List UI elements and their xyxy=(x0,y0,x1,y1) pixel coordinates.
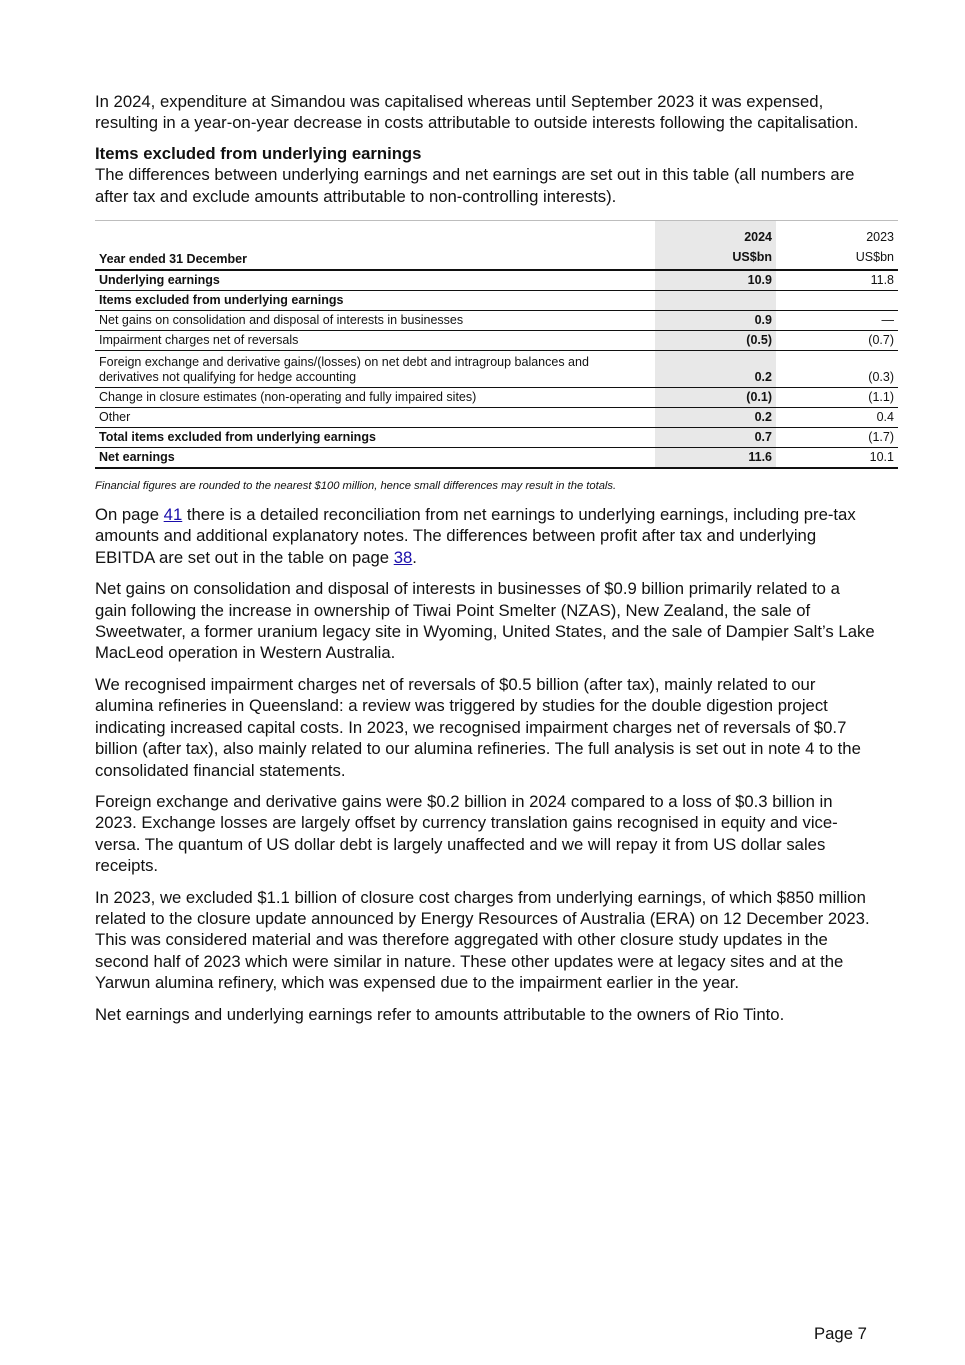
row-value-2023 xyxy=(776,291,898,311)
page-38-link[interactable]: 38 xyxy=(393,547,413,567)
header-2023 xyxy=(776,221,898,271)
header-2024-unit: US$bn xyxy=(732,250,772,265)
header-2024 xyxy=(655,221,776,271)
row-value-2023: 10.1 xyxy=(776,448,898,469)
row-label: Net earnings xyxy=(95,448,655,469)
table-footnote: Financial figures are rounded to the nearest $100 million, hence small differences may result in the totals. xyxy=(95,480,617,493)
section-lead: The differences between underlying earnings and net earnings are set out in this table (all numbers are after tax and exclude amounts attributable to non-controlling interests). xyxy=(95,165,855,206)
table-header-row xyxy=(95,221,898,271)
table-row xyxy=(95,270,898,291)
net-gains-paragraph: Net gains on consolidation and disposal of interests in businesses of $0.9 billion primarily related to a gain following the increase in ownership of Tiwai Point Smelter (NZAS), New Zealand, the sale of Sweetwater, a former uranium legacy site in Wyoming, United States, and the sale of Dampier Salt’s Lake MacLeod operation in Western Australia. xyxy=(95,579,875,663)
impairment-paragraph: We recognised impairment charges net of reversals of $0.5 billion (after tax), mainly related to our alumina refineries in Queensland: a review was triggered by studies for the double digestion project indicating increased capital costs. In 2023, we recognised impairment charges net of reversals of $0.7 billion (after tax), also mainly related to our alumina refineries. The full analysis is set out in note 4 to the consolidated financial statements. xyxy=(95,674,861,780)
row-value-2023: 0.4 xyxy=(776,408,898,428)
row-label: Net gains on consolidation and disposal of interests in businesses xyxy=(95,311,655,331)
header-2023-unit: US$bn xyxy=(855,250,894,265)
row-value-2024: (0.1) xyxy=(655,388,776,408)
intro-paragraph: In 2024, expenditure at Simandou was capitalised whereas until September 2023 it was expensed, resulting in a year-on-year decrease in costs attributable to outside interests following the capitalisation. xyxy=(95,92,859,133)
row-label: Total items excluded from underlying earnings xyxy=(95,428,655,448)
row-label: Impairment charges net of reversals xyxy=(95,331,655,351)
para1-middle: there is a detailed reconciliation from net earnings to underlying earnings, including pre-tax amounts and additional explanatory notes. The differences between profit after tax and underlying EBITDA are set out in the table on page xyxy=(95,505,856,567)
row-value-2024: 10.9 xyxy=(655,270,776,291)
foreign-exchange-paragraph: Foreign exchange and derivative gains were $0.2 billion in 2024 compared to a loss of $0.3 billion in 2023. Exchange losses are largely offset by currency translation gains recognised in equity and vice-versa. The quantum of US dollar debt is largely unaffected and we will repay it from US dollar sales receipts. xyxy=(95,791,838,876)
row-value-2023: — xyxy=(776,311,898,331)
row-label: Other xyxy=(95,408,655,428)
row-value-2023: (1.7) xyxy=(776,428,898,448)
row-value-2024 xyxy=(655,291,776,311)
table-row xyxy=(95,331,898,351)
row-value-2023: (0.7) xyxy=(776,331,898,351)
table-row xyxy=(95,311,898,331)
row-value-2024: 11.6 xyxy=(655,448,776,469)
table-row xyxy=(95,351,898,388)
header-label: Year ended 31 December xyxy=(95,221,655,271)
page-number: Page 7 xyxy=(814,1324,867,1343)
table-row xyxy=(95,291,898,311)
row-label: Underlying earnings xyxy=(95,270,655,291)
table-row xyxy=(95,428,898,448)
reconciliation-paragraph xyxy=(95,504,875,568)
para1-before: On page xyxy=(95,505,164,525)
row-value-2024: 0.9 xyxy=(655,311,776,331)
table-row xyxy=(95,388,898,408)
row-label: Foreign exchange and derivative gains/(losses) on net debt and intragroup balances and derivatives not qualifying for hedge accounting xyxy=(95,351,655,388)
row-value-2024: 0.2 xyxy=(655,351,776,388)
earnings-table xyxy=(95,220,898,469)
row-label: Change in closure estimates (non-operating and fully impaired sites) xyxy=(95,388,655,408)
header-2023-year: 2023 xyxy=(866,230,894,245)
row-value-2023: (0.3) xyxy=(776,351,898,388)
document-page xyxy=(95,91,894,1035)
row-value-2023: 11.8 xyxy=(776,270,898,291)
header-2024-year: 2024 xyxy=(744,230,772,245)
row-label: Items excluded from underlying earnings xyxy=(95,291,655,311)
page-41-link[interactable]: 41 xyxy=(163,505,183,525)
table-row xyxy=(95,408,898,428)
para1-after: . xyxy=(412,547,417,567)
row-value-2023: (1.1) xyxy=(776,388,898,408)
row-value-2024: (0.5) xyxy=(655,331,776,351)
row-value-2024: 0.2 xyxy=(655,408,776,428)
table-row xyxy=(95,448,898,469)
section-heading: Items excluded from underlying earnings xyxy=(95,143,422,163)
attribution-paragraph: Net earnings and underlying earnings refer to amounts attributable to the owners of Rio Tinto. xyxy=(95,1004,785,1024)
closure-costs-paragraph: In 2023, we excluded $1.1 billion of closure cost charges from underlying earnings, of which $850 million related to the closure update announced by Energy Resources of Australia (ERA) on 12 December 2023. This was considered material and was therefore aggregated with other closure study updates in the second half of 2023 which were similar in nature. These other updates were at legacy sites and at the Yarwun alumina refinery, which was expensed due to the impairment earlier in the year. xyxy=(95,887,870,993)
row-value-2024: 0.7 xyxy=(655,428,776,448)
